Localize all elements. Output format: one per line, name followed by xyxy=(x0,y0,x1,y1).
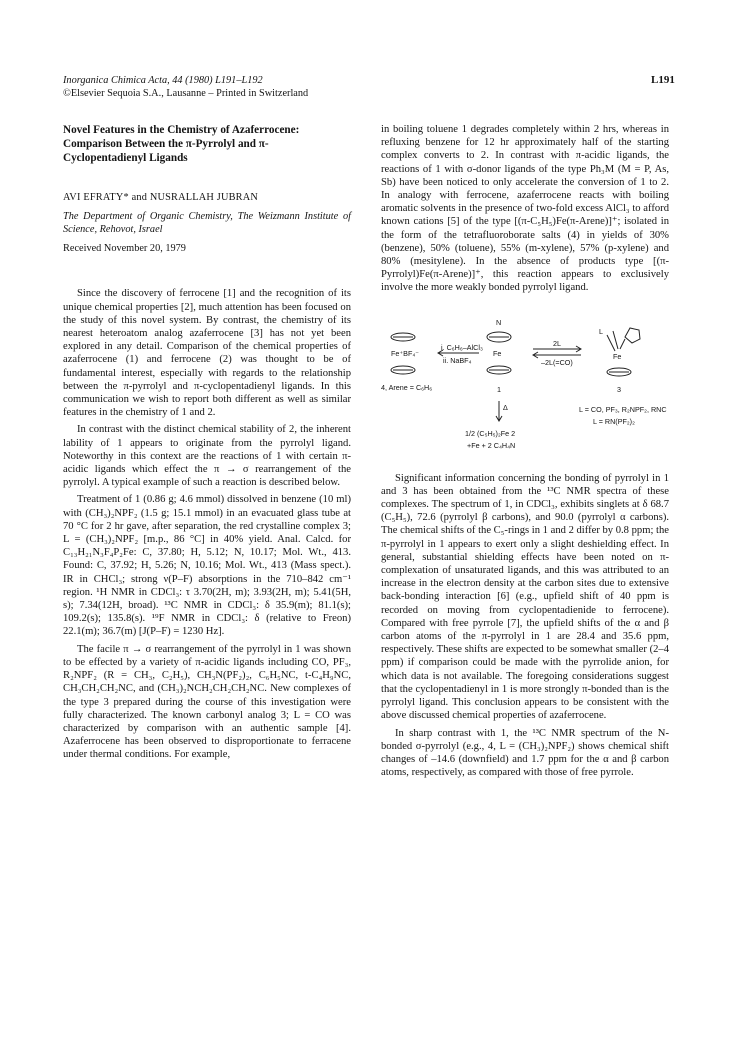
cation-fe-label: Fe⁺BF₄⁻ xyxy=(391,348,420,358)
nitrogen-label: N xyxy=(496,317,502,327)
forward-reagent: 2L xyxy=(553,338,561,348)
running-header xyxy=(63,74,308,100)
heat-symbol: Δ xyxy=(503,402,508,412)
ligand-l-label: L xyxy=(599,326,603,336)
body-paragraph: in boiling toluene 1 degrades completely within 2 hrs, whereas in refluxing benzene for 12 hr approximately half of the starting complex converts to 2. In contrast with π-acidic ligands, the reactions of 1 with σ-donor ligands of the type Ph₃M (M = P, As, Sb) have been noticed to only accelerate the conversion of 1 to 2. In analogy with ferrocene, azaferrocene reacts with boiling aromatic solvents in the presence of two-fold excess AlCl₃ to afford known cations [5] of the type [(π-C₅H₅)Fe(π-Arene)]⁺; isolated in the form of the tetrafluoroborate salts (4) in yields of 30% (benzene), 50% (toluene), 55% (m-xylene), 57% (p-xylene) and 80% (mesitylene). In the absence of products type [(π-Pyrrolyl)Fe(π-Arene)]⁺, this reaction appears to exclusively involve the more weakly bonded pyrrolyl ligand. xyxy=(381,124,669,294)
article-title: Novel Features in the Chemistry of Azaferrocene: Comparison Between the π-Pyrrolyl and π-Cyclopentadienyl Ligands xyxy=(63,124,300,164)
sigma-pyrrolyl-structure xyxy=(607,328,640,376)
received-date: Received November 20, 1979 xyxy=(63,243,186,255)
journal-citation: Inorganica Chimica Acta, 44 (1980) L191–L192 xyxy=(63,75,263,86)
reverse-reagent: –2L(=CO) xyxy=(541,357,573,367)
compound-4-label: 4, Arene = C₆H₆ xyxy=(381,382,433,392)
right-column xyxy=(381,123,669,783)
ligand-rn-label: L = RN(PF₂)₂ xyxy=(593,416,635,426)
body-paragraph: In sharp contrast with 1, the ¹³C NMR spectrum of the N-bonded σ-pyrrolyl (e.g., 4, L = (CH₃)₂NPF₂) shows chemical shift changes of –14.6 (downfield) and 1.7 ppm for the α and β carbon atoms, respectively, as compared with those of free pyrrole. xyxy=(381,727,669,779)
compound-1-label: 1 xyxy=(497,384,501,394)
affiliation: The Department of Organic Chemistry, The Weizmann Institute of Science, Rehovot, Israel xyxy=(63,211,351,236)
author-line: AVI EFRATY* and NUSRALLAH JUBRAN xyxy=(63,192,258,203)
body-paragraph: The facile π → σ rearrangement of the pyrrolyl in 1 was shown to be effected by a variety of π-acidic ligands including CO, PF₃, R₂NPF₂ (R = CH₃, C₂H₅), CH₃N(PF₂)₂, C₆H₅NC, t-C₄H₉NC, CH₃CH₂CH₂NC, and (CH₃)₂NCH₂CH₂CH₂NC. New complexes of the type 3 prepared during the course of this investigation were fully characterized. The known carbonyl analog 3; L = CO was characterized by comparison with an authentic sample [4]. Azaferrocene has been observed to disproportionate to ferracene under thermal conditions. For example, xyxy=(63,643,351,761)
body-paragraph: Since the discovery of ferrocene [1] and the recognition of its unique chemical properties [2], much attention has been focused on the study of this novel system. By contrast, the chemistry of its nearest heteroatom analog azaferrocene [3] has not yet been explored in any detail. Comparison of the chemical properties of azaferrocene (1) and ferrocene (2) was thought to be of fundamental interest, especially with regards to the relationship between the π-pyrrolyl and π-cyclopentadienyl ligands. In this communication we wish to report both different as well as similar features in the chemistry of 1 and 2. xyxy=(63,288,351,419)
iron-label-3: Fe xyxy=(613,351,622,361)
products-line-1: 1/2 (C₅H₅)₂Fe 2 xyxy=(465,428,516,438)
body-paragraph: Significant information concerning the bonding of pyrrolyl in 1 and 3 has been obtained from the ¹³C NMR spectra of these complexes. The spectrum of 1, in CDCl₃, exhibits singlets at δ 68.7 (C₅H₅), 72.6 (pyrrolyl β carbons), and 90.0 (pyrrolyl α carbons). The chemical shifts of the C₅-rings in 1 and 2 differ by 0.8 ppm; the π-pyrrolyl in 1 appears to exert only a slight deshielding effect. In general, substantial shielding effects have been noted on π-complexation of unsaturated ligands, and this was attributed to an increase in the electron density at the carbon sites due to extensive back-bonding interaction [6] (e.g., upfield shift of 40 ppm is recorded on moving from cyclopentadienide to ferrocene). Compared with free pyrrole [7], the upfield shifts of the α and β carbon atoms of the π-pyrrolyl in 1 are 28.4 and 35.6 ppm, respectively. These shifts are expected to be somewhat smaller (2–4 ppm) if comparison could be made with the pyrrolide anion, for which data is not available. The foregoing considerations suggest that the cyclopentadienyl in 1 is more strongly π-bonded than is the pyrrolyl ligand. This conclusion appears to be consistent with the above discussed chemical properties of azaferrocene. xyxy=(381,472,669,722)
reagent-step-1: i. C₆H₆–AlCl₃ xyxy=(441,342,483,352)
products-line-2: +Fe + 2 C₄H₄N xyxy=(467,440,516,450)
body-paragraph: In contrast with the distinct chemical stability of 2, the inherent lability of 1 appears to originate from the pyrrolyl ligand. Noteworthy in this context are the reactions of 1 with certain π-acidic ligands which effect the π → σ rearrangement of the pyrrolyl. A typical example of such a reaction is described below. xyxy=(63,424,351,489)
reaction-scheme xyxy=(381,315,669,460)
body-paragraph: Treatment of 1 (0.86 g; 4.6 mmol) dissolved in benzene (10 ml) with (CH₃)₂NPF₂ (1.5 g; 15.1 mmol) in an evacuated glass tube at 70 °C for 2 hr gave, after separation, the red crystalline complex 3; L = (CH₃)₂NPF₂ [m.p., 86 °C] in 40% yield. Anal. Calcd. for C₁₃H₂₁N₃F₄P₂Fe: C, 37.80; H, 5.12; N, 10.17; Mol. Wt., 413. Found: C, 37.92; H, 5.26; N, 10.16; Mol. Wt., 413 (Mass spect.). IR in CHCl₃; strong ν(P–F) absorptions in the 710–842 cm⁻¹ region. ¹H NMR in CDCl₃: τ 3.70(2H, m); 3.93(2H, m); 5.41(5H, s); 7.34(12H, broad). ¹³C NMR in CDCl₃: δ 35.9(m); 81.1(s); 109.2(s); 135.8(s). ¹⁹F NMR in CDCl₃: δ (relative to Freon) 22.1(m); 36.7(m) [J(P–F) = 1230 Hz]. xyxy=(63,494,351,638)
left-column xyxy=(63,123,351,766)
page-number: L191 xyxy=(651,74,675,86)
reagent-step-2: ii. NaBF₄ xyxy=(443,355,472,365)
compound-3-label: 3 xyxy=(617,384,621,394)
iron-label: Fe xyxy=(493,348,502,358)
ligand-list: L = CO, PF₃, R₂NPF₂, RNC xyxy=(579,404,667,414)
publisher-line: ©Elsevier Sequoia S.A., Lausanne – Printed in Switzerland xyxy=(63,88,309,99)
